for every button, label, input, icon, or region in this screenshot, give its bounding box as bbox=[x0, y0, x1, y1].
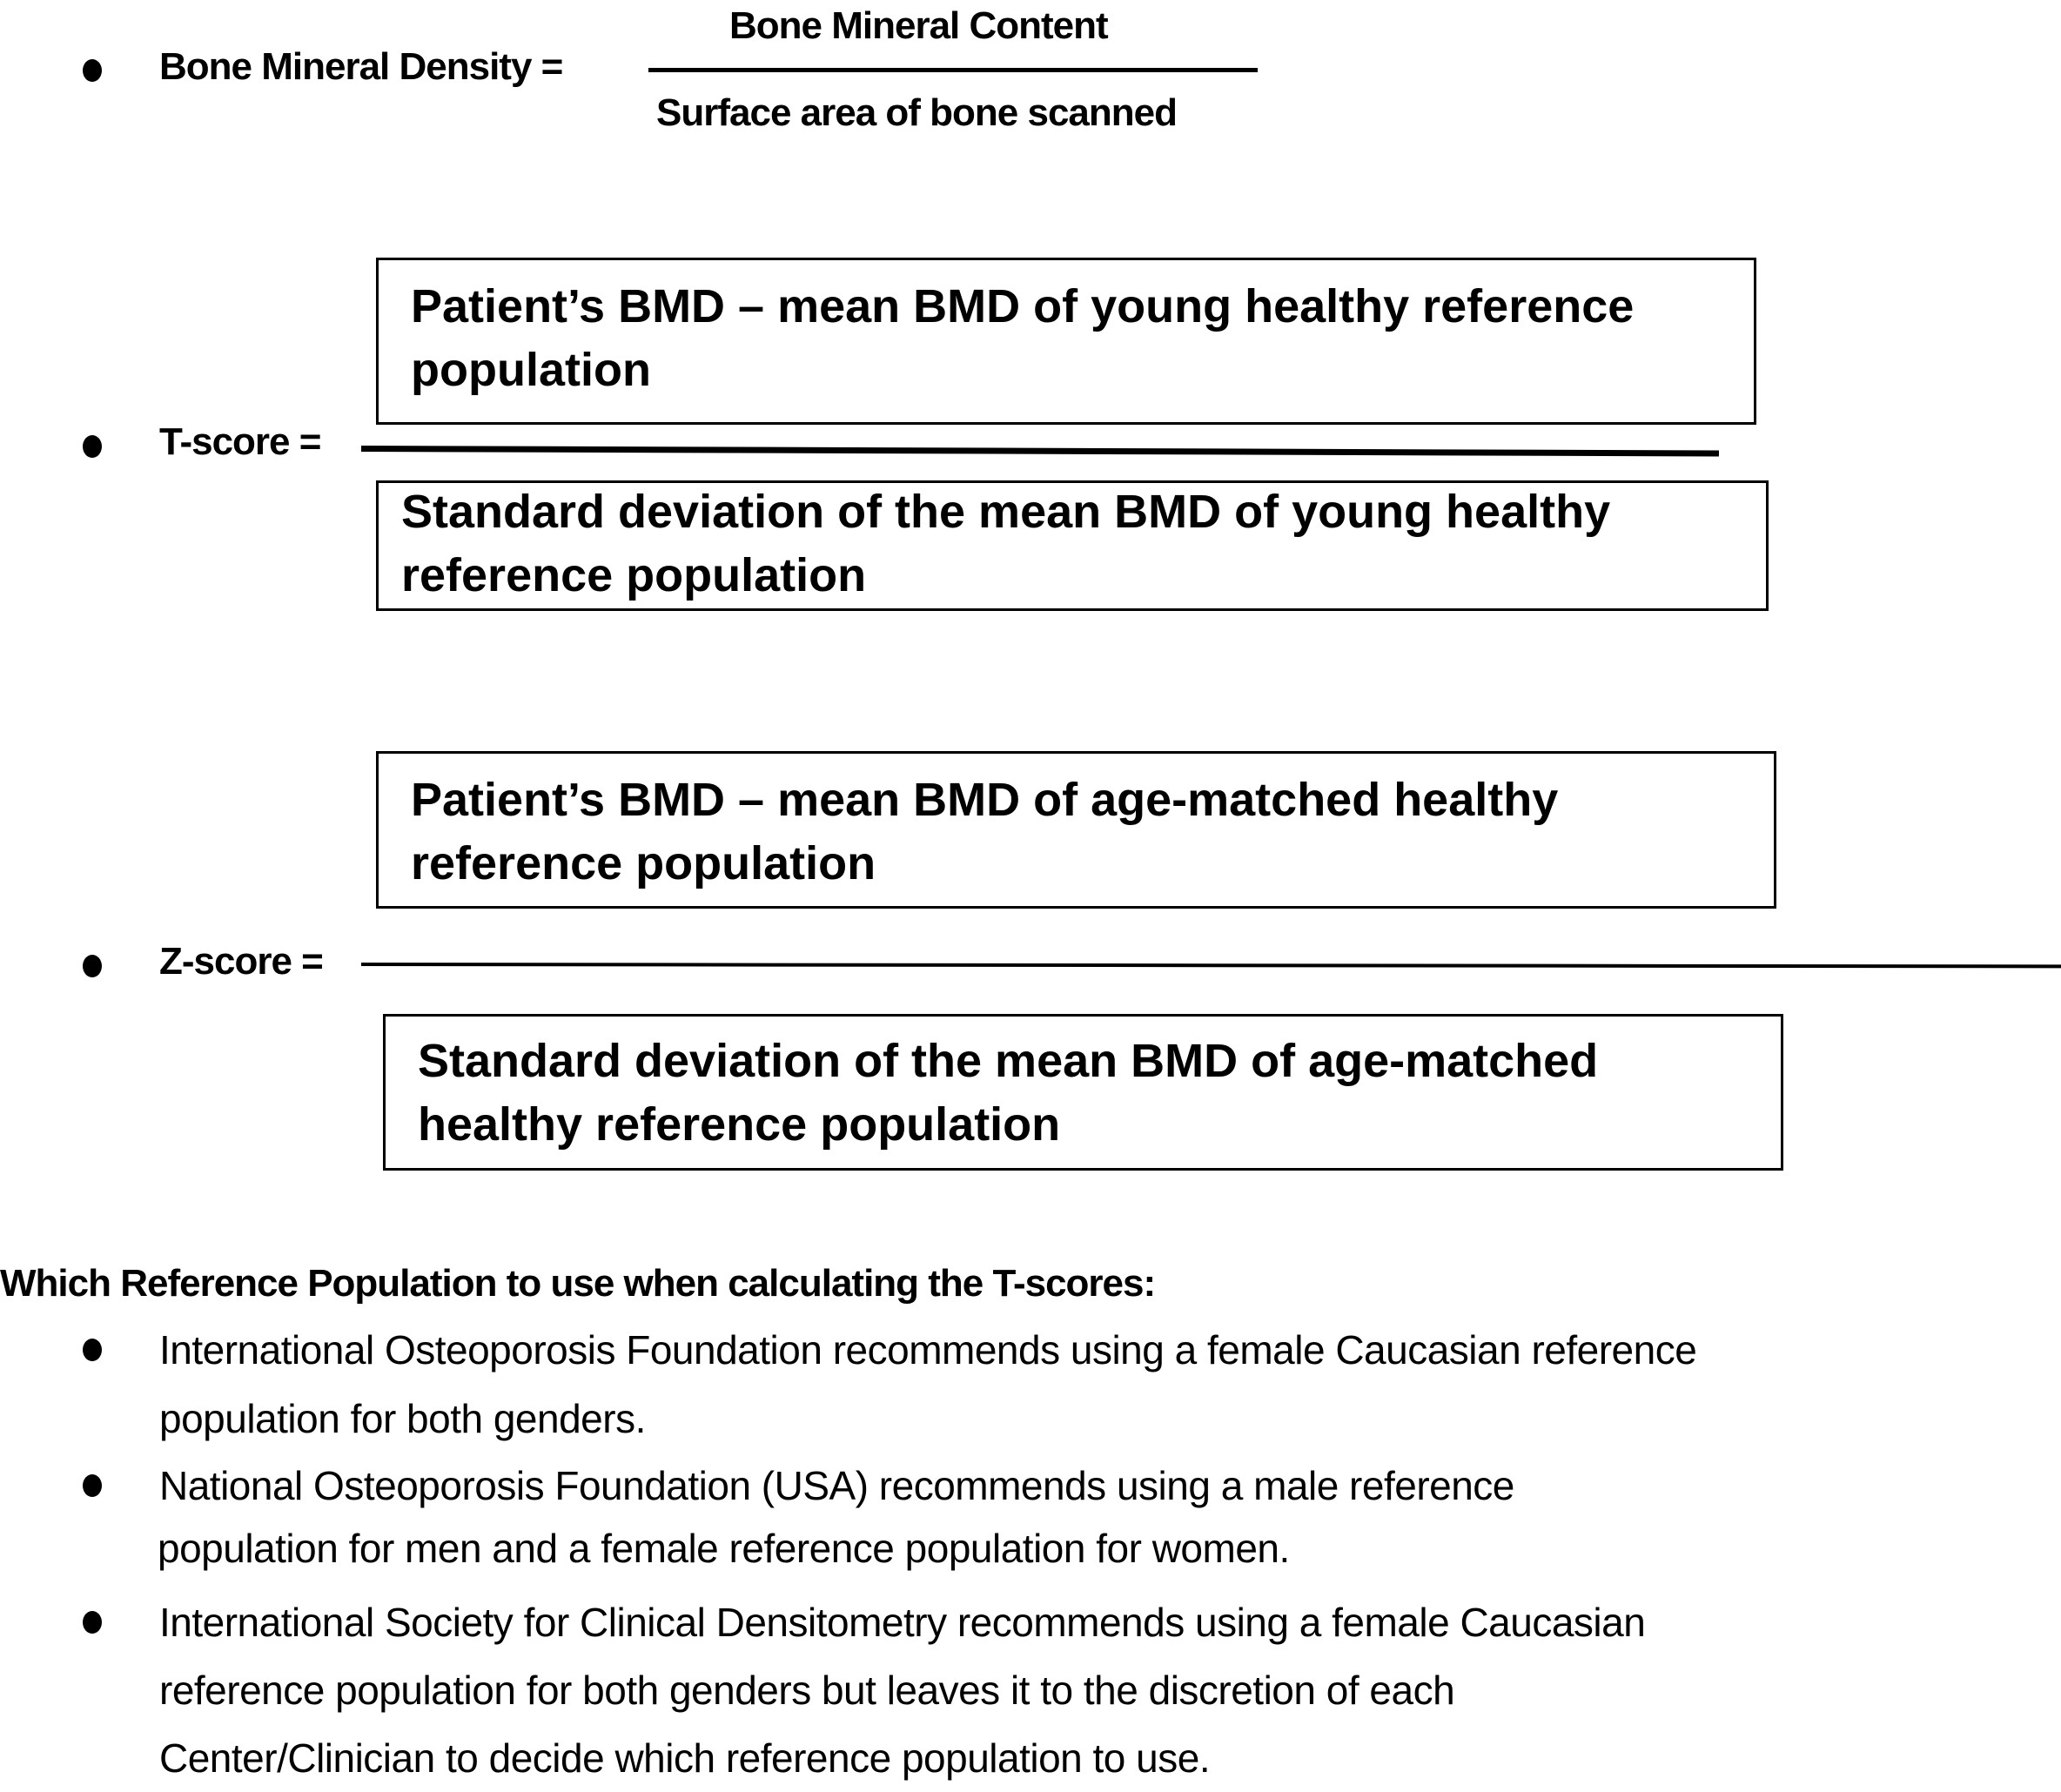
zscore-label: Z-score = bbox=[159, 940, 323, 983]
tscore-label: T-score = bbox=[159, 420, 321, 463]
tscore-denominator-line1: Standard deviation of the mean BMD of young healthy bbox=[401, 486, 1611, 538]
reference-item-1-line1: International Osteoporosis Foundation recommends using a female Caucasian reference bbox=[159, 1327, 1697, 1373]
bmd-fraction-line bbox=[648, 68, 1258, 72]
reference-item-3-line2: reference population for both genders but leaves it to the discretion of each bbox=[159, 1668, 1455, 1713]
tscore-denominator-line2: reference population bbox=[401, 549, 867, 601]
bullet-icon bbox=[83, 1474, 102, 1497]
tscore-numerator-line1: Patient’s BMD – mean BMD of young healthy reference bbox=[411, 280, 1635, 332]
zscore-numerator-line1: Patient’s BMD – mean BMD of age-matched healthy bbox=[411, 774, 1559, 826]
reference-item-2-line1: National Osteoporosis Foundation (USA) recommends using a male reference bbox=[159, 1463, 1514, 1508]
tscore-fraction-line bbox=[361, 446, 1719, 456]
bullet-icon bbox=[83, 435, 102, 458]
reference-item-3-line1: International Society for Clinical Densitometry recommends using a female Caucasian bbox=[159, 1600, 1646, 1645]
reference-item-3-line3: Center/Clinician to decide which reference population to use. bbox=[159, 1735, 1211, 1781]
zscore-fraction-line bbox=[361, 963, 2061, 968]
reference-item-1-line2: population for both genders. bbox=[159, 1396, 646, 1441]
bullet-icon bbox=[83, 1339, 102, 1361]
reference-item-2-line2: population for men and a female reference population for women. bbox=[158, 1526, 1290, 1571]
bullet-icon bbox=[83, 955, 102, 977]
reference-heading: Which Reference Population to use when calculating the T-scores: bbox=[0, 1262, 1156, 1305]
bmd-denominator: Surface area of bone scanned bbox=[656, 91, 1177, 134]
bullet-icon bbox=[83, 1611, 102, 1634]
bmd-numerator: Bone Mineral Content bbox=[729, 4, 1108, 47]
bullet-icon bbox=[83, 59, 102, 82]
zscore-denominator-line1: Standard deviation of the mean BMD of age-matched bbox=[418, 1035, 1599, 1087]
tscore-numerator-line2: population bbox=[411, 344, 651, 396]
bmd-label: Bone Mineral Density = bbox=[159, 45, 563, 88]
zscore-numerator-line2: reference population bbox=[411, 837, 876, 889]
zscore-denominator-line2: healthy reference population bbox=[418, 1098, 1061, 1151]
